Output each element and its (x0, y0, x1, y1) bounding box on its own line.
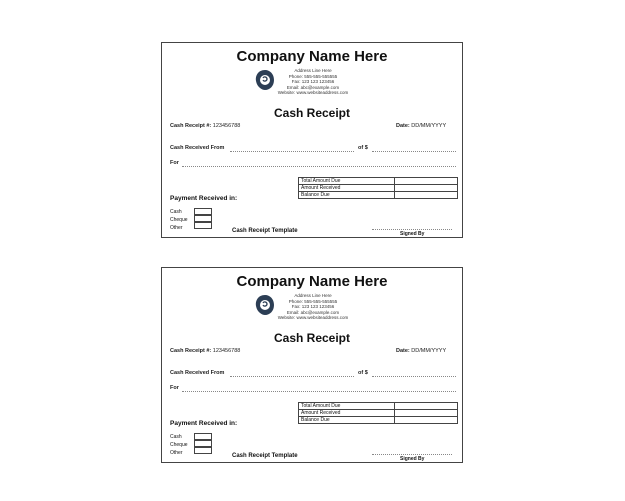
signed-by-label: Signed By (400, 231, 425, 237)
amount-received-value[interactable] (395, 410, 458, 417)
receipt-title: Cash Receipt (273, 331, 351, 345)
receipt-number-value: 123456788 (212, 123, 241, 129)
amount-received-value[interactable] (395, 185, 458, 192)
amount-line[interactable] (372, 376, 456, 377)
payment-other-checkbox[interactable] (194, 222, 212, 229)
receipt-date (396, 348, 446, 354)
of-label: of $ (358, 145, 368, 151)
payment-cheque-label: Cheque (170, 442, 188, 448)
receipt-number (170, 123, 240, 129)
balance-due-label: Balance Due (299, 417, 395, 424)
cash-receipt-2 (161, 267, 463, 463)
received-from-line[interactable] (230, 151, 354, 152)
payment-cash-checkbox[interactable] (194, 208, 212, 215)
payment-cash-checkbox[interactable] (194, 433, 212, 440)
phone-line: Phone: 555-555-555555 (288, 73, 338, 79)
company-name: Company Name Here (236, 273, 388, 290)
payment-title: Payment Received in: (170, 195, 238, 202)
payment-other-label: Other (170, 225, 183, 231)
table-row (299, 185, 458, 192)
date-label: Date: (396, 348, 410, 354)
table-row (299, 417, 458, 424)
received-from-line[interactable] (230, 376, 354, 377)
balance-due-value[interactable] (395, 192, 458, 199)
total-amount-due-label: Total Amount Due (299, 403, 395, 410)
for-label: For (170, 160, 179, 166)
payment-cheque-checkbox[interactable] (194, 440, 212, 447)
company-name: Company Name Here (236, 48, 388, 65)
address-block (268, 68, 358, 96)
received-from-label: Cash Received From (170, 145, 225, 151)
website-line: Website: www.websiteaddress.com (277, 315, 349, 321)
website-line: Website: www.websiteaddress.com (277, 90, 349, 96)
balance-due-value[interactable] (395, 417, 458, 424)
fax-line: Fax: 123 123 123456 (291, 304, 335, 310)
email-line: Email: abc@example.com (286, 84, 340, 90)
receipt-number-value: 123456788 (212, 348, 241, 354)
payment-cash-label: Cash (170, 209, 182, 215)
date-label: Date: (396, 123, 410, 129)
total-amount-due-value[interactable] (395, 403, 458, 410)
receipt-number-label: Cash Receipt #: (170, 348, 212, 354)
for-line[interactable] (182, 391, 456, 392)
date-value: DD/MM/YYYY (411, 123, 447, 129)
signed-by-label: Signed By (400, 456, 425, 462)
balance-due-label: Balance Due (299, 192, 395, 199)
receipt-title: Cash Receipt (273, 106, 351, 120)
amount-table (298, 402, 458, 424)
payment-other-label: Other (170, 450, 183, 456)
payment-title: Payment Received in: (170, 420, 238, 427)
received-from-label: Cash Received From (170, 370, 225, 376)
receipt-number (170, 348, 240, 354)
payment-cash-label: Cash (170, 434, 182, 440)
receipt-date (396, 123, 446, 129)
payment-other-checkbox[interactable] (194, 447, 212, 454)
receipt-number-label: Cash Receipt #: (170, 123, 212, 129)
address-line: Address Line Here (294, 68, 332, 73)
of-label: of $ (358, 370, 368, 376)
total-amount-due-label: Total Amount Due (299, 178, 395, 185)
signature-line[interactable] (372, 454, 452, 455)
amount-table (298, 177, 458, 199)
address-block (268, 293, 358, 321)
date-value: DD/MM/YYYY (411, 348, 447, 354)
total-amount-due-value[interactable] (395, 178, 458, 185)
table-row (299, 178, 458, 185)
payment-cheque-checkbox[interactable] (194, 215, 212, 222)
fax-line: Fax: 123 123 123456 (291, 79, 335, 85)
table-row (299, 403, 458, 410)
payment-cheque-label: Cheque (170, 217, 188, 223)
amount-line[interactable] (372, 151, 456, 152)
table-row (299, 410, 458, 417)
phone-line: Phone: 555-555-555555 (288, 298, 338, 304)
template-label: Cash Receipt Template (232, 453, 298, 459)
template-label: Cash Receipt Template (232, 228, 298, 234)
signature-line[interactable] (372, 229, 452, 230)
email-line: Email: abc@example.com (286, 309, 340, 315)
address-line: Address Line Here (294, 293, 332, 298)
table-row (299, 192, 458, 199)
for-line[interactable] (182, 166, 456, 167)
for-label: For (170, 385, 179, 391)
amount-received-label: Amount Received (299, 185, 395, 192)
amount-received-label: Amount Received (299, 410, 395, 417)
cash-receipt-1 (161, 42, 463, 238)
